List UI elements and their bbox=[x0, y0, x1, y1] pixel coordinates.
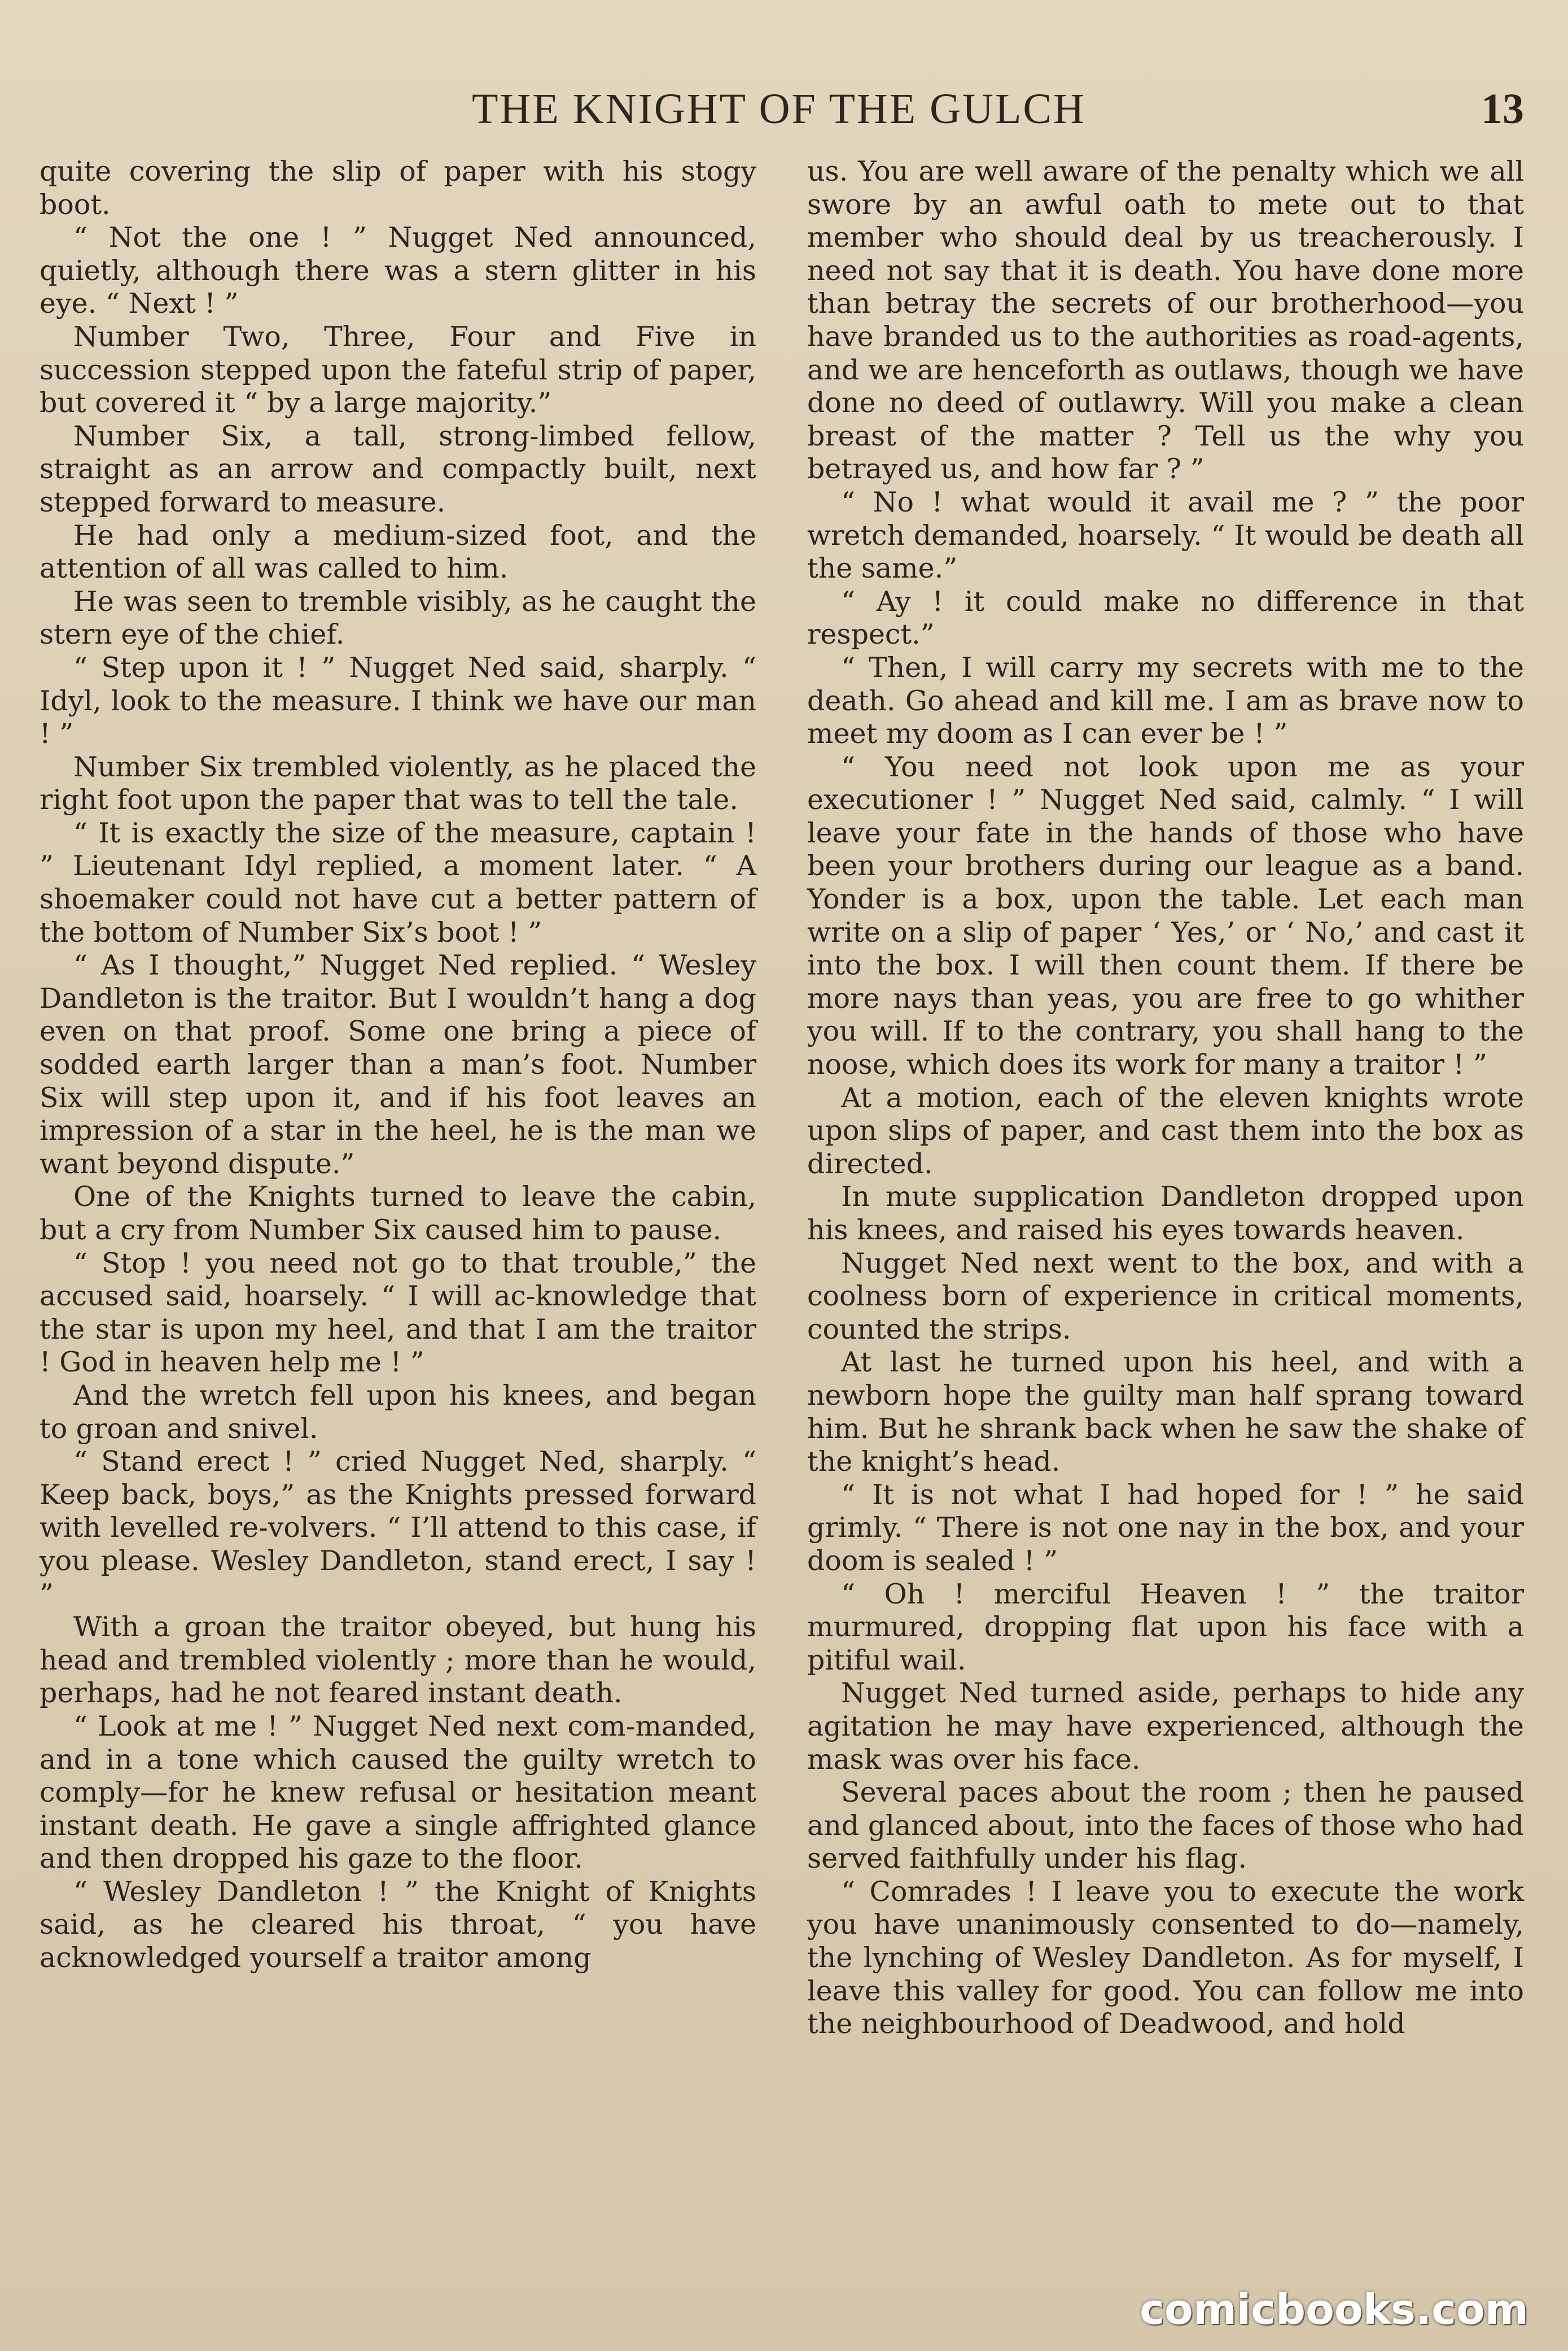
paragraph: In mute supplication Dandleton dropped upon his knees, and raised his eyes towards heaven. bbox=[807, 1181, 1524, 1246]
page-header bbox=[34, 85, 1524, 152]
running-title: THE KNIGHT OF THE GULCH bbox=[472, 85, 1086, 133]
paragraph: “ Stand erect ! ” cried Nugget Ned, sharply. “ Keep back, boys,” as the Knights pressed forward with levelled re-volvers. “ I’ll attend to this case, if you please. Wesley Dandleton, stand erect, I say ! ” bbox=[40, 1445, 756, 1610]
paragraph: “ Look at me ! ” Nugget Ned next com-manded, and in a tone which caused the guilty wretch to comply—for he knew refusal or hesitation meant instant death. He gave a single affrighted glance and then dropped his gaze to the floor. bbox=[40, 1710, 756, 1875]
paragraph: “ It is exactly the size of the measure, captain ! ” Lieutenant Idyl replied, a moment later. “ A shoemaker could not have cut a better pattern of the bottom of Number Six’s boot ! ” bbox=[40, 816, 756, 949]
paragraph: Number Six trembled violently, as he placed the right foot upon the paper that was to tell the tale. bbox=[40, 750, 756, 816]
page-number: 13 bbox=[1481, 85, 1524, 133]
paragraph: One of the Knights turned to leave the cabin, but a cry from Number Six caused him to pause. bbox=[40, 1181, 756, 1246]
paragraph: He was seen to tremble visibly, as he caught the stern eye of the chief. bbox=[40, 585, 756, 651]
paragraph: “ Step upon it ! ” Nugget Ned said, sharply. “ Idyl, look to the measure. I think we have our man ! ” bbox=[40, 651, 756, 750]
paragraph: He had only a medium-sized foot, and the attention of all was called to him. bbox=[40, 519, 756, 585]
paragraph: “ You need not look upon me as your executioner ! ” Nugget Ned said, calmly. “ I will leave your fate in the hands of those who have been your brothers during our league as a band. Yonder is a box, upon the table. Let each man write on a slip of paper ‘ Yes,’ or ‘ No,’ and cast it into the box. I will then count them. If there be more nays than yeas, you are free to go whither you will. If to the contrary, you shall hang to the noose, which does its work for many a traitor ! ” bbox=[807, 750, 1524, 1081]
paragraph: “ No ! what would it avail me ? ” the poor wretch demanded, hoarsely. “ It would be death all the same.” bbox=[807, 486, 1524, 585]
paragraph: “ It is not what I had hoped for ! ” he said grimly. “ There is not one nay in the box, and your doom is sealed ! ” bbox=[807, 1478, 1524, 1577]
paragraph: “ Then, I will carry my secrets with me to the death. Go ahead and kill me. I am as brave now to meet my doom as I can ever be ! ” bbox=[807, 651, 1524, 750]
paragraph: Number Two, Three, Four and Five in succession stepped upon the fateful strip of paper, but covered it “ by a large majority.” bbox=[40, 320, 756, 419]
paragraph: “ Ay ! it could make no difference in that respect.” bbox=[807, 585, 1524, 651]
paragraph: At a motion, each of the eleven knights wrote upon slips of paper, and cast them into the box as directed. bbox=[807, 1081, 1524, 1180]
paragraph: Several paces about the room ; then he paused and glanced about, into the faces of those who had served faithfully under his flag. bbox=[807, 1776, 1524, 1875]
paragraph: “ Stop ! you need not go to that trouble,” the accused said, hoarsely. “ I will ac-knowledge that the star is upon my heel, and that I am the traitor ! God in heaven help me ! ” bbox=[40, 1247, 756, 1379]
paragraph: “ As I thought,” Nugget Ned replied. “ Wesley Dandleton is the traitor. But I wouldn’t hang a dog even on that proof. Some one bring a piece of sodded earth larger than a man’s foot. Number Six will step upon it, and if his foot leaves an impression of a star in the heel, he is the man we want beyond dispute.” bbox=[40, 949, 756, 1180]
paragraph: “ Not the one ! ” Nugget Ned announced, quietly, although there was a stern glitter in his eye. “ Next ! ” bbox=[40, 221, 756, 320]
paragraph: With a groan the traitor obeyed, but hung his head and trembled violently ; more than he would, perhaps, had he not feared instant death. bbox=[40, 1611, 756, 1710]
paragraph: “ Oh ! merciful Heaven ! ” the traitor murmured, dropping flat upon his face with a pitiful wail. bbox=[807, 1577, 1524, 1676]
paragraph: Number Six, a tall, strong-limbed fellow, straight as an arrow and compactly built, next stepped forward to measure. bbox=[40, 419, 756, 518]
paragraph: quite covering the slip of paper with his stogy boot. bbox=[40, 155, 756, 221]
paragraph: At last he turned upon his heel, and with a newborn hope the guilty man half sprang toward him. But he shrank back when he saw the shake of the knight’s head. bbox=[807, 1346, 1524, 1478]
paragraph: us. You are well aware of the penalty which we all swore by an awful oath to mete out to that member who should deal by us treacherously. I need not say that it is death. You have done more than betray the secrets of our brotherhood—you have branded us to the authorities as road-agents, and we are henceforth as outlaws, though we have done no deed of outlawry. Will you make a clean breast of the matter ? Tell us the why you betrayed us, and how far ? ” bbox=[807, 155, 1524, 486]
right-column bbox=[807, 155, 1524, 2041]
watermark: comicbooks.com bbox=[1140, 2286, 1528, 2334]
paragraph: “ Wesley Dandleton ! ” the Knight of Knights said, as he cleared his throat, “ you have acknowledged yourself a traitor among bbox=[40, 1875, 756, 1974]
paragraph: Nugget Ned turned aside, perhaps to hide any agitation he may have experienced, although the mask was over his face. bbox=[807, 1677, 1524, 1776]
paragraph: Nugget Ned next went to the box, and with a coolness born of experience in critical moments, counted the strips. bbox=[807, 1247, 1524, 1345]
paragraph: And the wretch fell upon his knees, and began to groan and snivel. bbox=[40, 1379, 756, 1445]
paragraph: “ Comrades ! I leave you to execute the work you have unanimously consented to do—namely, the lynching of Wesley Dandleton. As for myself, I leave this valley for good. You can follow me into the neighbourhood of Deadwood, and hold bbox=[807, 1875, 1524, 2040]
left-column bbox=[40, 155, 756, 1975]
